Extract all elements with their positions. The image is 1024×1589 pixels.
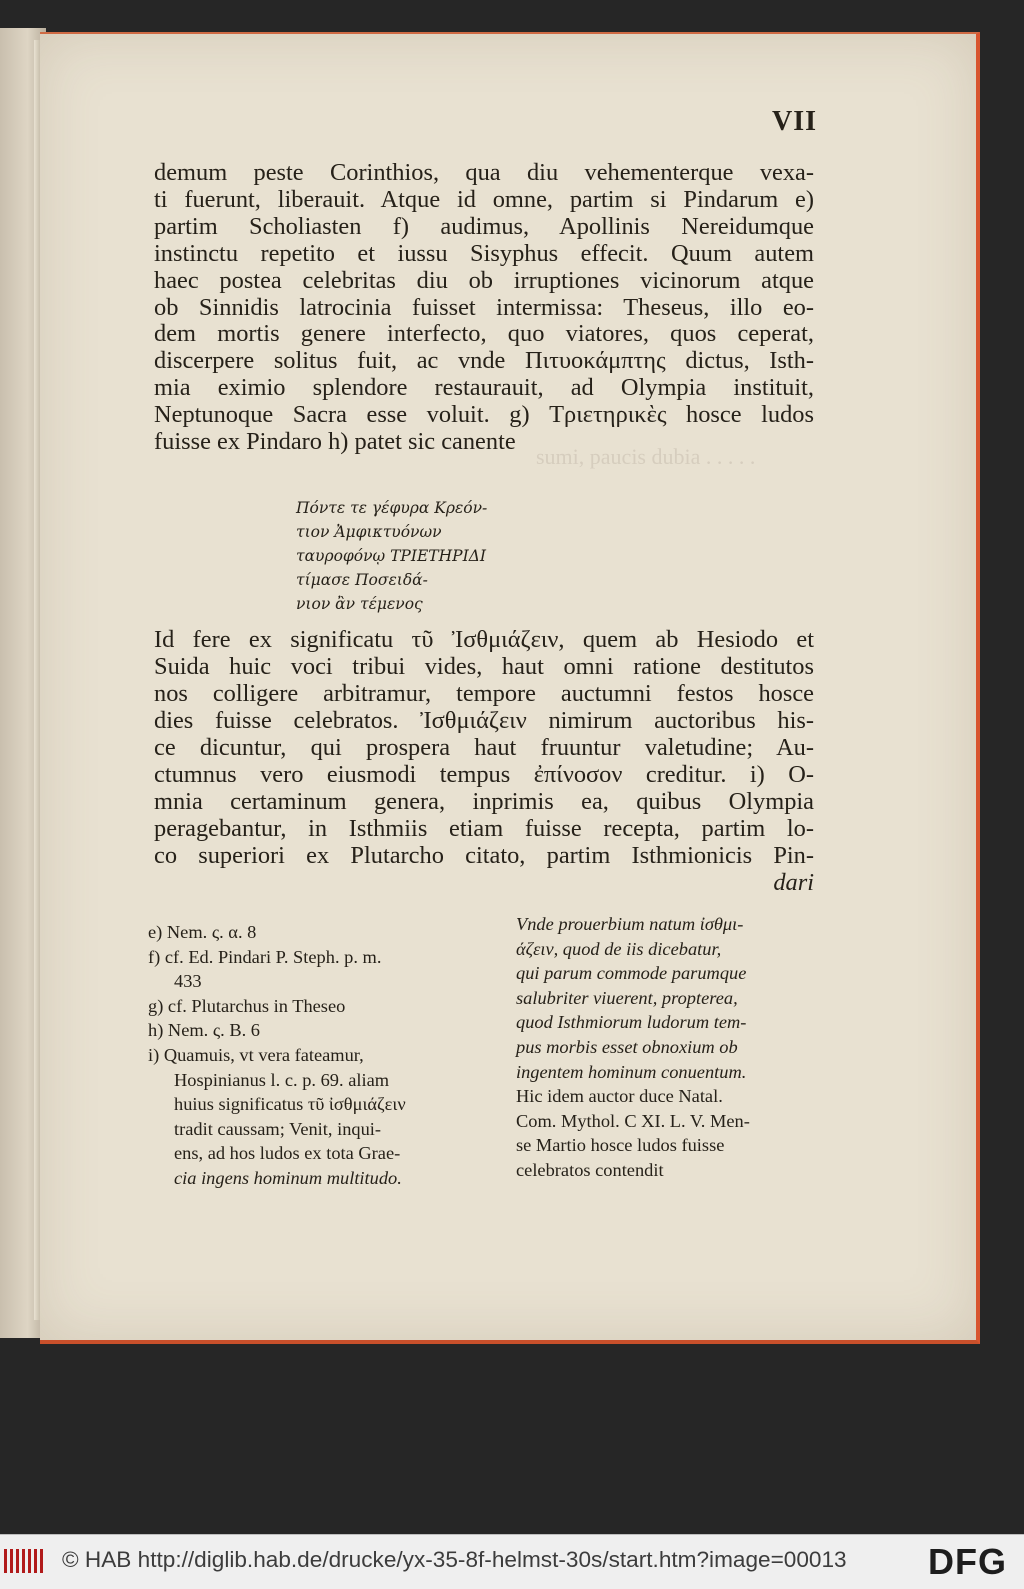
page-number: VII: [772, 106, 818, 137]
text-line: ctumnus vero eiusmodi tempus ἐπίνοσον creditur. i) O-: [154, 761, 814, 788]
footnote-line: i) Quamuis, vt vera fateamur,: [148, 1044, 364, 1065]
footnote-line: ens, ad hos ludos ex tota Grae-: [174, 1143, 401, 1164]
footnote-line: huius significatus τῦ ἰσθμιάζειν: [174, 1094, 406, 1115]
text-line: co superiori ex Plutarcho citato, partim Isthmionicis Pin-: [154, 842, 814, 869]
text-line: dies fuisse celebratos. Ἰσθμιάζειν nimirum auctoribus his-: [154, 707, 814, 734]
footnote-line: ingentem hominum conuentum.: [516, 1061, 747, 1082]
text-line: instinctu repetito et iussu Sisyphus effecit. Quum autem: [154, 239, 814, 267]
footnote-line: quod Isthmiorum ludorum tem-: [516, 1012, 747, 1033]
text-line: peragebantur, in Isthmiis etiam fuisse recepta, partim lo-: [154, 815, 814, 842]
source-link[interactable]: © HAB http://diglib.hab.de/drucke/yx-35-8f-helmst-30s/start.htm?image=00013: [62, 1547, 847, 1572]
text-line: dem mortis genere interfecto, quo viatores, quos ceperat,: [154, 320, 814, 348]
text-line: Id fere ex significatu τῦ Ἰσθμιάζειν, quem ab Hesiodo et: [154, 626, 814, 653]
text-line: ti fuerunt, liberauit. Atque id omne, partim si Pindarum e): [154, 185, 814, 213]
text-line: discerpere solitus fuit, ac vnde Πιτυοκάμπτης dictus, Isth-: [154, 347, 814, 375]
text-line: haec postea celebritas diu ob irruptiones vicinorum atque: [154, 266, 814, 294]
text-line: mia eximio splendore restaurauit, ad Olympia instituit,: [154, 374, 814, 402]
footnote-line: se Martio hosce ludos fuisse: [516, 1135, 725, 1156]
footnote-line: Hic idem auctor duce Natal.: [516, 1086, 723, 1107]
dfg-logo: DFG: [928, 1541, 1007, 1582]
book-page: [40, 32, 980, 1344]
hab-logo-icon: [4, 1549, 44, 1573]
footnote-line: salubriter viuerent, propterea,: [516, 987, 738, 1008]
footnote-line: f) cf. Ed. Pindari P. Steph. p. m.: [148, 946, 382, 967]
verse-line: τιον Ἀμφικτυόνων: [296, 523, 442, 541]
footnote-line: Com. Mythol. C XI. L. V. Men-: [516, 1110, 750, 1131]
text-line: partim Scholiasten f) audimus, Apollinis Nereidumque: [154, 212, 814, 240]
text-line: mnia certaminum genera, inprimis ea, quibus Olympia: [154, 788, 814, 815]
body-text-top: [154, 160, 814, 456]
text-line: nos colligere arbitramur, tempore auctumni festos hosce: [154, 680, 814, 707]
verse-line: νιον ἂν τέμενος: [296, 595, 423, 613]
catchword: dari: [773, 869, 814, 896]
show-through-text: sumi, paucis dubia . . . . .: [536, 444, 756, 469]
footnote-line: cia ingens hominum multitudo.: [174, 1167, 402, 1188]
footnote-line: Hospinianus l. c. p. 69. aliam: [174, 1069, 390, 1090]
text-line: Suida huic voci tribui vides, haut omni ratione destitutos: [154, 653, 814, 680]
footnote-line: celebratos contendit: [516, 1159, 664, 1180]
text-line: ob Sinnidis latrocinia fuisset intermissa: Theseus, illo eo-: [154, 293, 814, 321]
footnote-line: pus morbis esset obnoxium ob: [516, 1036, 738, 1057]
verse-line: τίμασε Ποσειδά-: [296, 571, 428, 589]
footnotes-left-column: [148, 920, 470, 1191]
footnote-line: h) Nem. ς. B. 6: [148, 1020, 260, 1041]
footnote-line: Vnde prouerbium natum ἰσθμι-: [516, 914, 744, 934]
footnote-line: 433: [174, 971, 202, 992]
text-line: demum peste Corinthios, qua diu vehementerque vexa-: [154, 159, 814, 186]
footnote-line: g) cf. Plutarchus in Theseo: [148, 995, 346, 1016]
footnote-line: tradit caussam; Venit, inqui-: [174, 1118, 382, 1139]
attribution-bar: [0, 1534, 1024, 1589]
text-line: fuisse ex Pindaro h) patet sic canente: [154, 428, 516, 456]
text-line: Neptunoque Sacra esse voluit. g) Τριετηρικὲς hosce ludos: [154, 401, 814, 429]
verse-line: ταυροφόνῳ ΤΡΙΕΤΗΡΙΔΙ: [296, 547, 487, 565]
footnote-line: e) Nem. ς. α. 8: [148, 922, 257, 942]
verse-line: Πόντε τε γέφυρα Κρεόν-: [296, 499, 488, 517]
text-line: ce dicuntur, qui prospera haut fruuntur valetudine; Au-: [154, 734, 814, 761]
footnotes-right-column: [516, 912, 812, 1183]
greek-verse: [296, 496, 696, 616]
body-text-bottom: [154, 626, 814, 896]
footnote-line: άζειν, quod de iis dicebatur,: [516, 938, 722, 959]
footnote-line: qui parum commode parumque: [516, 963, 747, 984]
